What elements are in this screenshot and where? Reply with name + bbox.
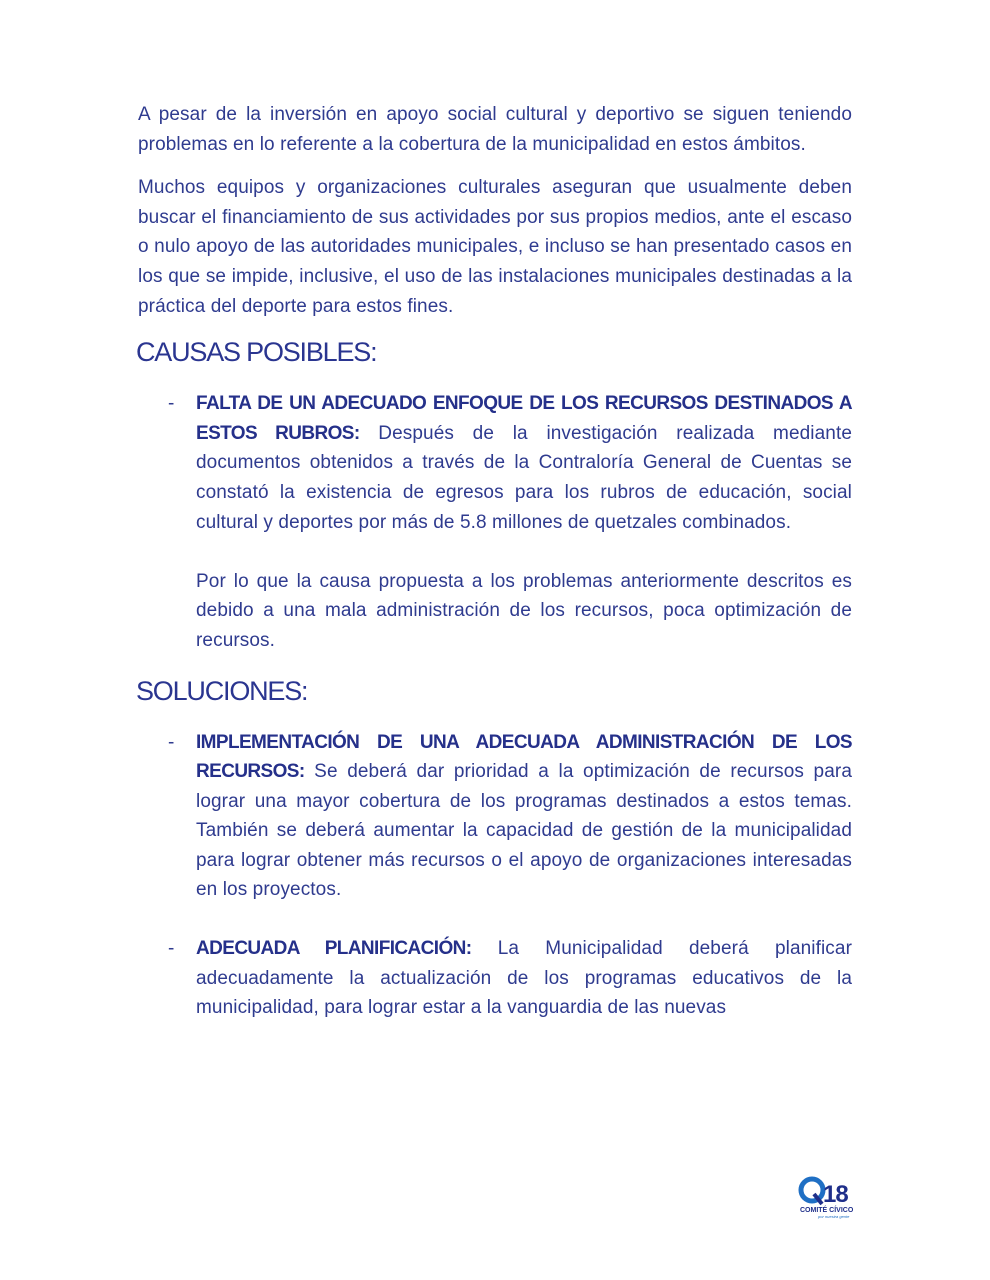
list-dash: - <box>168 393 175 415</box>
list-dash: - <box>168 731 175 753</box>
solution-item <box>138 728 852 906</box>
intro-paragraph: A pesar de la inversión en apoyo social cultural y deportivo se siguen teniendo problemas en lo referente a la cobertura de la municipalidad en estos ámbitos. <box>138 104 852 155</box>
causes-heading: CAUSAS POSIBLES: <box>136 337 377 368</box>
solution-text: La Municipalidad deberá planificar adecuadamente la actualización de los programas educativos de la municipalidad, para lograr estar a la vanguardia de las nuevas <box>196 938 852 1019</box>
cause-item <box>138 389 852 655</box>
cause-text: Después de la investigación realizada mediante documentos obtenidos a través de la Contraloría General de Cuentas se constató la existencia de egresos para los rubros de educación, social cultural y deportes por más de 5.8 millones de quetzales combinados. <box>196 422 852 533</box>
solutions-heading: SOLUCIONES: <box>136 675 308 706</box>
solution-item <box>138 934 852 1023</box>
intro-paragraph: Muchos equipos y organizaciones culturales aseguran que usualmente deben buscar el financiamiento de sus actividades por sus propios medios, ante el escaso o nulo apoyo de las autoridades municipales, e incluso se han presentado casos en los que se impide, inclusive, el uso de las instalaciones municipales destinadas a la práctica del deporte para estos fines. <box>138 177 852 317</box>
svg-text:18: 18 <box>823 1181 848 1208</box>
comite-civico-logo <box>798 1172 854 1220</box>
svg-text:COMITÉ CÍVICO: COMITÉ CÍVICO <box>800 1207 854 1214</box>
document-page <box>138 100 852 1037</box>
cause-extra: Por lo que la causa propuesta a los problemas anteriormente descritos es debido a una mala administración de los recursos, poca optimización de recursos. <box>196 570 852 651</box>
cause-title: FALTA DE UN ADECUADO ENFOQUE DE LOS RECURSOS DESTINADOS A ESTOS RUBROS: <box>196 393 852 444</box>
solution-title: IMPLEMENTACIÓN DE UNA ADECUADA ADMINISTRACIÓN DE LOS RECURSOS: <box>196 731 852 783</box>
solution-text: Se deberá dar prioridad a la optimización de recursos para lograr una mayor cobertura de los programas destinados a estos temas. También se deberá aumentar la capacidad de gestión de la municipalidad para lograr obtener más recursos o el apoyo de organizaciones interesadas en los proyectos. <box>196 761 852 901</box>
svg-text:por nuestra gente: por nuestra gente <box>818 1214 850 1219</box>
solution-title: ADECUADA PLANIFICACIÓN: <box>196 938 472 960</box>
list-dash: - <box>168 938 175 960</box>
